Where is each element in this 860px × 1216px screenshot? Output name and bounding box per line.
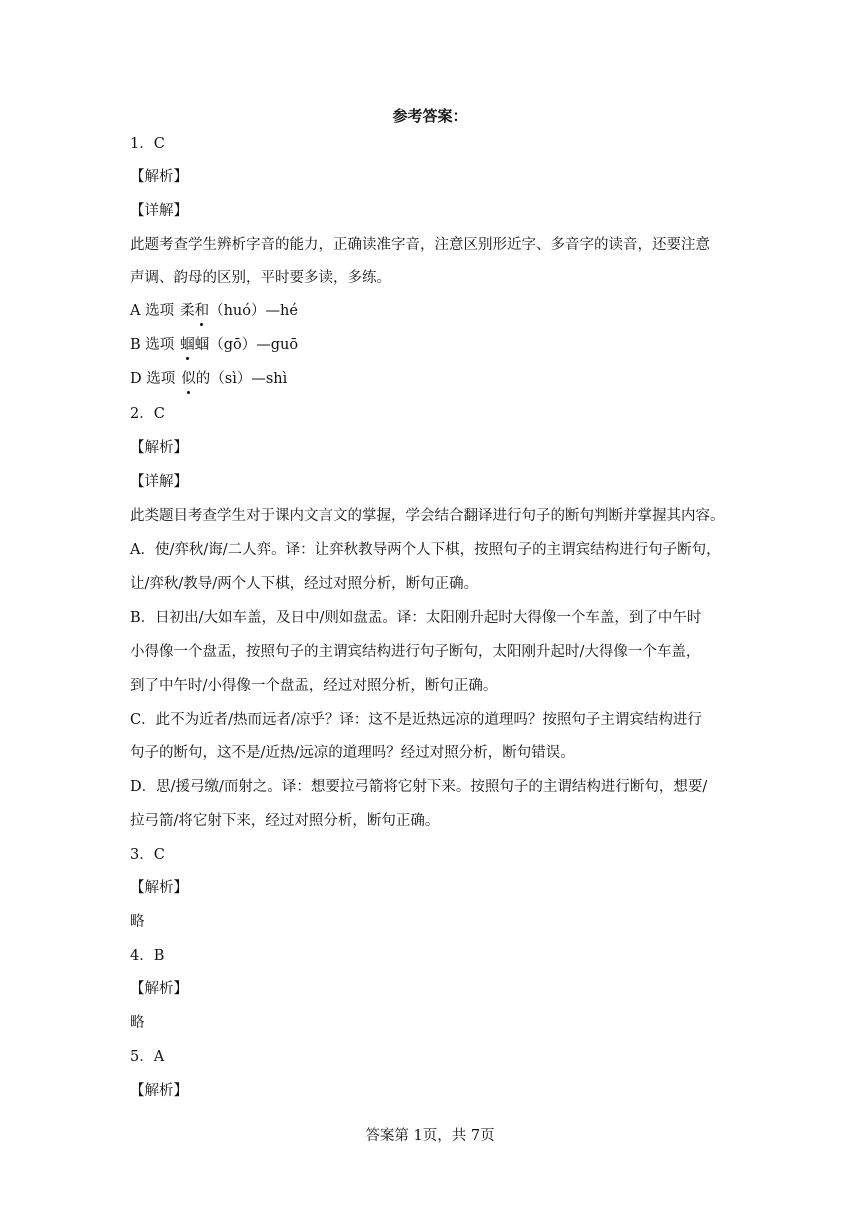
q1-analysis-tag: 【解析】 [130,169,188,185]
q4-answer: 4．B [130,948,165,964]
q2-explanation-line: B．日初出/大如车盖，及日中/则如盘盂。译：太阳刚升起时大得像一个车盖，到了中午时 [130,610,702,626]
q5-analysis-tag: 【解析】 [130,1083,188,1099]
q2-answer: 2．C [130,406,165,422]
q1-option-a [130,301,298,321]
q4-analysis-tag: 【解析】 [130,981,188,997]
q2-explanation-line: D．思/援弓缴/而射之。译：想要拉弓箭将它射下来。按照句子的主谓结构进行断句，想要/ [130,779,708,795]
q2-explanation-line: 到了中午时/小得像一个盘盂，经过对照分析，断句正确。 [130,678,498,694]
q3-note: 略 [130,914,145,930]
q2-explanation-line: 让/弈秋/教导/两个人下棋，经过对照分析，断句正确。 [130,576,479,592]
q1-option-d [130,369,287,389]
q1-detail-tag: 【详解】 [130,203,188,219]
option-b-prefix: B 选项 [130,337,175,353]
q2-explanation-line: 此类题目考查学生对于课内文言文的掌握，学会结合翻译进行句子的断句判断并掌握其内容。 [130,508,725,524]
q3-analysis-tag: 【解析】 [130,880,188,896]
option-d-dotted-char: 似 [181,371,196,387]
option-a-prefix: A 选项 [130,303,175,319]
q2-detail-tag: 【详解】 [130,474,188,490]
page-footer: 答案第 1页，共 7页 [365,1128,495,1144]
option-d-prefix: D 选项 [130,371,176,387]
option-d-post: 的（sì）—shì [195,371,288,387]
option-a-pre: 柔 [180,303,195,319]
q2-explanation-line: C．此不为近者/热而远者/凉乎？译：这不是近热远凉的道理吗？按照句子主谓宾结构进行 [130,712,702,728]
q1-option-b [130,335,298,355]
option-b-post: 蝈（gō）—guō [194,337,299,353]
q2-explanation-line: 小得像一个盘盂，按照句子的主谓宾结构进行句子断句，太阳刚升起时/大得像一个车盖， [130,644,701,660]
q2-explanation-line: 拉弓箭/将它射下来，经过对照分析，断句正确。 [130,813,440,829]
option-b-dotted-char: 蝈 [180,337,195,353]
q3-answer: 3．C [130,847,165,863]
page-title: 参考答案： [392,107,468,125]
q1-explanation-line-2: 声调、韵母的区别，平时要多读，多练。 [130,270,391,286]
q1-explanation-line-1: 此题考查学生辨析字音的能力，正确读准字音，注意区别形近字、多音字的读音，还要注意 [130,237,710,253]
q2-explanation-line: 句子的断句，这不是/近热/远凉的道理吗？经过对照分析，断句错误。 [130,745,575,761]
option-a-dotted-char: 和 [194,303,210,319]
option-a-post: （huó）—hé [209,303,298,319]
q2-analysis-tag: 【解析】 [130,440,188,456]
q2-explanation-line: A．使/弈秋/诲/二人弈。译：让弈秋教导两个人下棋，按照句子的主谓宾结构进行句子断句， [130,542,721,558]
q5-answer: 5．A [130,1049,165,1065]
q1-answer: 1．C [130,136,165,152]
q4-note: 略 [130,1015,145,1031]
